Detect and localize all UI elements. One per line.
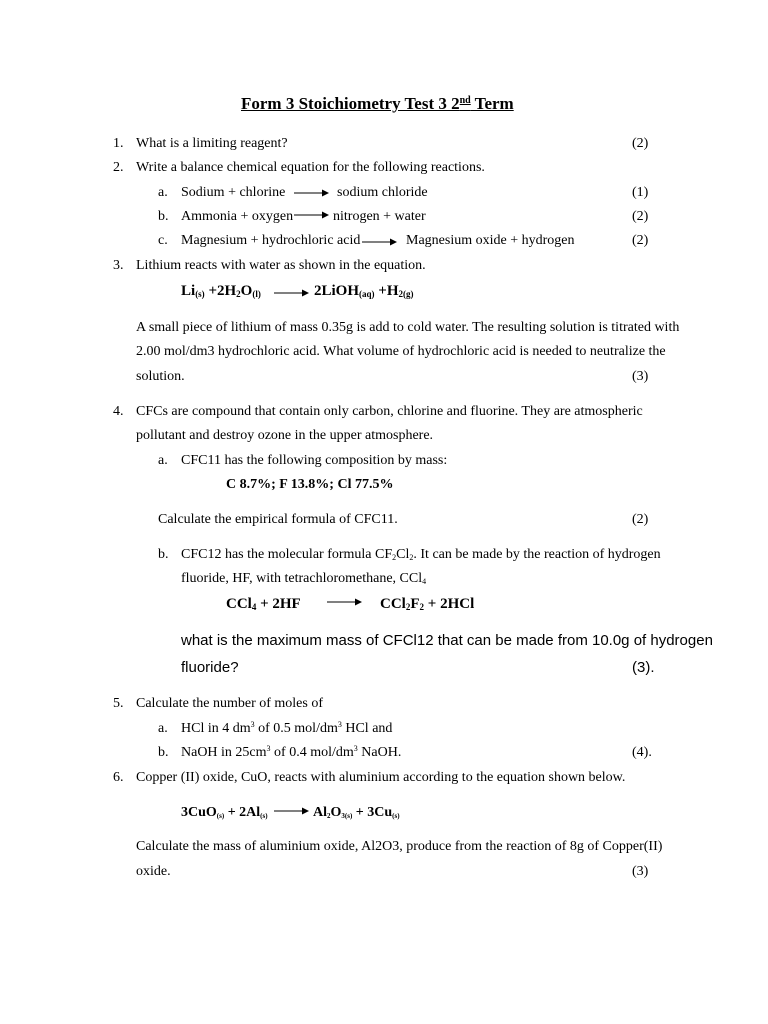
q3-equation-left: $Li_{(s)} +2H_2O_{(l)}$ <box>181 283 261 299</box>
q4b-line1: CFC12 has the molecular formula $CF_2Cl_2$. It can be made by the reaction of hydrogen <box>181 547 661 562</box>
q4a-calc: Calculate the empirical formula of CFC11. <box>158 512 398 527</box>
q4b-equation-left: CCl$_4$ + 2HF <box>226 596 301 612</box>
q2b-products: nitrogen + water <box>333 209 426 224</box>
q4-line1: CFCs are compound that contain only carbon, chlorine and fluorine. They are atmospheric <box>136 404 643 419</box>
q4-number: 4. <box>113 404 124 419</box>
q5-text: Calculate the number of moles of <box>136 696 323 711</box>
q2a-products: sodium chloride <box>337 185 428 200</box>
q2c-reactants: Magnesium + hydrochloric acid <box>181 233 361 248</box>
q6-paragraph-line2: oxide. <box>136 864 171 879</box>
q2a-reactants: Sodium + chlorine <box>181 185 286 200</box>
q5b-label: b. <box>158 745 169 760</box>
q4a-composition: C 8.7%; F 13.8%; Cl 77.5% <box>226 477 394 492</box>
q2-text: Write a balance chemical equation for the following reactions. <box>136 160 485 175</box>
q2-number: 2. <box>113 160 124 175</box>
q3-paragraph-line1: A small piece of lithium of mass 0.35g is add to cold water. The resulting solution is titrated with <box>136 320 680 335</box>
q4b-equation-right: $CCl_2F_2 + 2HCl$ <box>380 596 475 612</box>
q4a-text: CFC11 has the following composition by mass: <box>181 453 448 468</box>
q6-marks: (3) <box>632 864 649 879</box>
q4a-marks: (2) <box>632 512 649 527</box>
q2c-arrow-icon <box>362 235 398 249</box>
q3-arrow-icon <box>274 286 310 300</box>
q4-line2: pollutant and destroy ozone in the upper atmosphere. <box>136 428 434 443</box>
q5-number: 5. <box>113 696 124 711</box>
q4b-arrow-icon <box>327 595 363 609</box>
q3-number: 3. <box>113 258 124 273</box>
q6-arrow-icon <box>274 804 310 818</box>
q2b-reactants: Ammonia + oxygen <box>181 209 294 224</box>
q4b-line2: fluoride, HF, with tetrachloromethane, CCl$_4$ <box>181 571 427 586</box>
q2b-label: b. <box>158 209 169 224</box>
q2c-label: c. <box>158 233 168 248</box>
q5a-label: a. <box>158 721 168 736</box>
page-title: Form 3 Stoichiometry Test 3 2nd Term <box>241 94 514 113</box>
q6-number: 6. <box>113 770 124 785</box>
q3-paragraph-line2: 2.00 mol/dm3 hydrochloric acid. What volume of hydrochloric acid is needed to neutralize the <box>136 344 666 359</box>
q3-text: Lithium reacts with water as shown in the equation. <box>136 258 426 273</box>
q5b-text: NaOH in $25cm^3$ of 0.4 mol/$dm^3$ NaOH. <box>181 744 402 760</box>
q5-marks: (4). <box>632 745 652 760</box>
q6-paragraph-line1: Calculate the mass of aluminium oxide, Al2O3, produce from the reaction of 8g of Copper(II) <box>136 839 663 854</box>
q4b-question-line1: what is the maximum mass of CFCl12 that can be made from 10.0g of hydrogen <box>181 632 713 649</box>
q2a-marks: (1) <box>632 185 649 200</box>
q2c-marks: (2) <box>632 233 649 248</box>
q6-equation-right: $Al_2O_{3(s)} + 3Cu_{(s)}$ <box>313 805 400 820</box>
q1-text: What is a limiting reagent? <box>136 136 288 151</box>
q4b-marks: (3). <box>632 659 655 676</box>
q3-paragraph-line3: solution. <box>136 369 185 384</box>
q4b-question-line2: fluoride? <box>181 659 239 676</box>
q2a-arrow-icon <box>294 186 330 200</box>
q1-marks: (2) <box>632 136 649 151</box>
q4b-label: b. <box>158 547 169 562</box>
q1-number: 1. <box>113 136 124 151</box>
q6-equation-left: $3CuO_{(s)} + 2Al_{(s)}$ <box>181 805 268 820</box>
q3-marks: (3) <box>632 369 649 384</box>
q2b-marks: (2) <box>632 209 649 224</box>
q4a-label: a. <box>158 453 168 468</box>
q2b-arrow-icon <box>294 208 330 222</box>
q6-text: Copper (II) oxide, CuO, reacts with aluminium according to the equation shown below. <box>136 770 626 785</box>
q3-equation-right: 2LiOH$_{(aq)}$ $+H_{2(g)}$ <box>314 283 414 299</box>
q5a-text: HCl in 4 $dm^3$ of 0.5 mol/$dm^3$ HCl and <box>181 720 393 736</box>
q2a-label: a. <box>158 185 168 200</box>
q2c-products: Magnesium oxide + hydrogen <box>406 233 575 248</box>
